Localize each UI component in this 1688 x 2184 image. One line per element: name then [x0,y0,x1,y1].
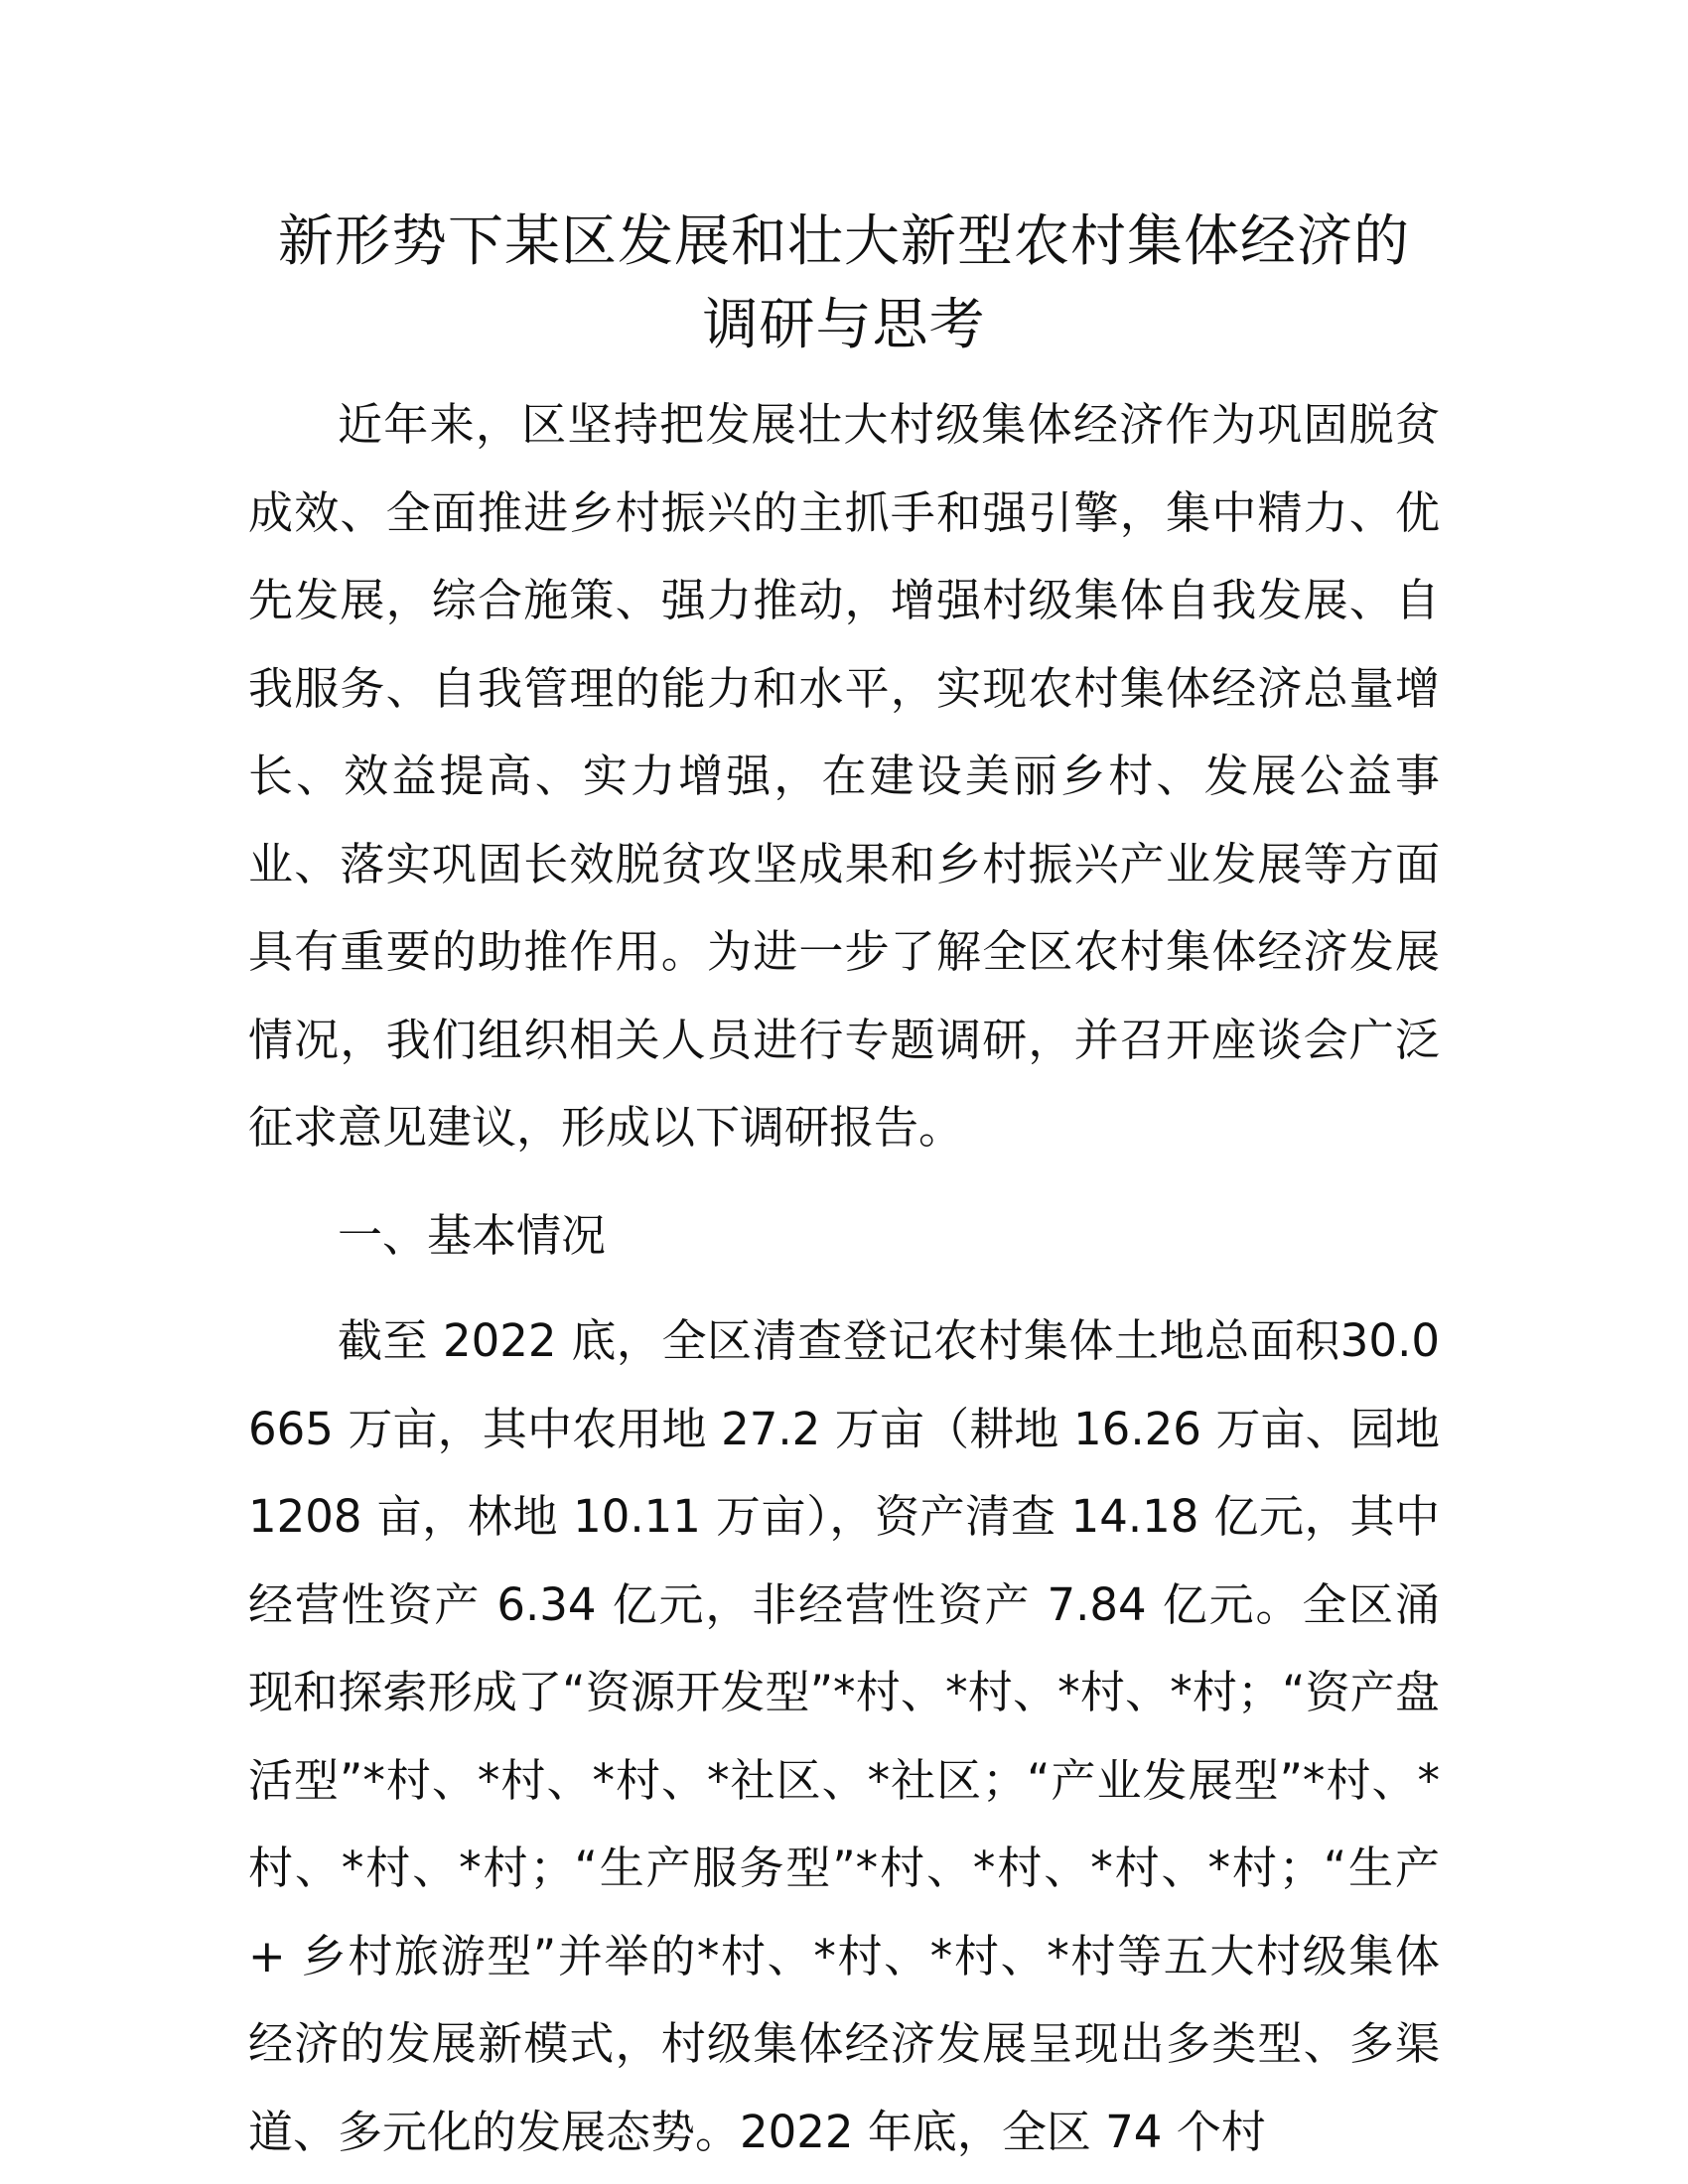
basic-situation-paragraph: 截至 2022 底，全区清查登记农村集体土地总面积30.0665 万亩，其中农用地 27.2 万亩（耕地 16.26 万亩、园地 1208 亩，林地 10.11 万亩），资产清查 14.18 亿元，其中经营性资产 6.34 亿元，非经营性资产 7.84 亿元。全区涌现和探索形成了“资源开发型”*村、*村、*村、*村；“资产盘活型”*村、*村、*村、*社区、*社区；“产业发展型”*村、*村、*村、*村；“生产服务型”*村、*村、*村、*村；“生产 + 乡村旅游型”并举的*村、*村、*村、*村等五大村级集体经济的发展新模式，村级集体经济发展呈现出多类型、多渠道、多元化的发展态势。2022 年底，全区 74 个村 [248,1314,1440,2158]
document-body [248,201,1440,2176]
section-heading-basic-situation: 一、基本情况 [338,1208,607,1262]
document-title-line-2: 调研与思考 [702,293,986,357]
intro-paragraph: 近年来，区坚持把发展壮大村级集体经济作为巩固脱贫成效、全面推进乡村振兴的主抓手和强引擎，集中精力、优先发展，综合施策、强力推动，增强村级集体自我发展、自我服务、自我管理的能力和水平，实现农村集体经济总量增长、效益提高、实力增强，在建设美丽乡村、发展公益事业、落实巩固长效脱贫攻坚成果和乡村振兴产业发展等方面具有重要的助推作用。为进一步了解全区农村集体经济发展情况，我们组织相关人员进行专题调研，并召开座谈会广泛征求意见建议，形成以下调研报告。 [248,398,1440,1154]
document-title [248,201,1440,367]
document-title-line-1: 新形势下某区发展和壮大新型农村集体经济的 [278,209,1410,274]
